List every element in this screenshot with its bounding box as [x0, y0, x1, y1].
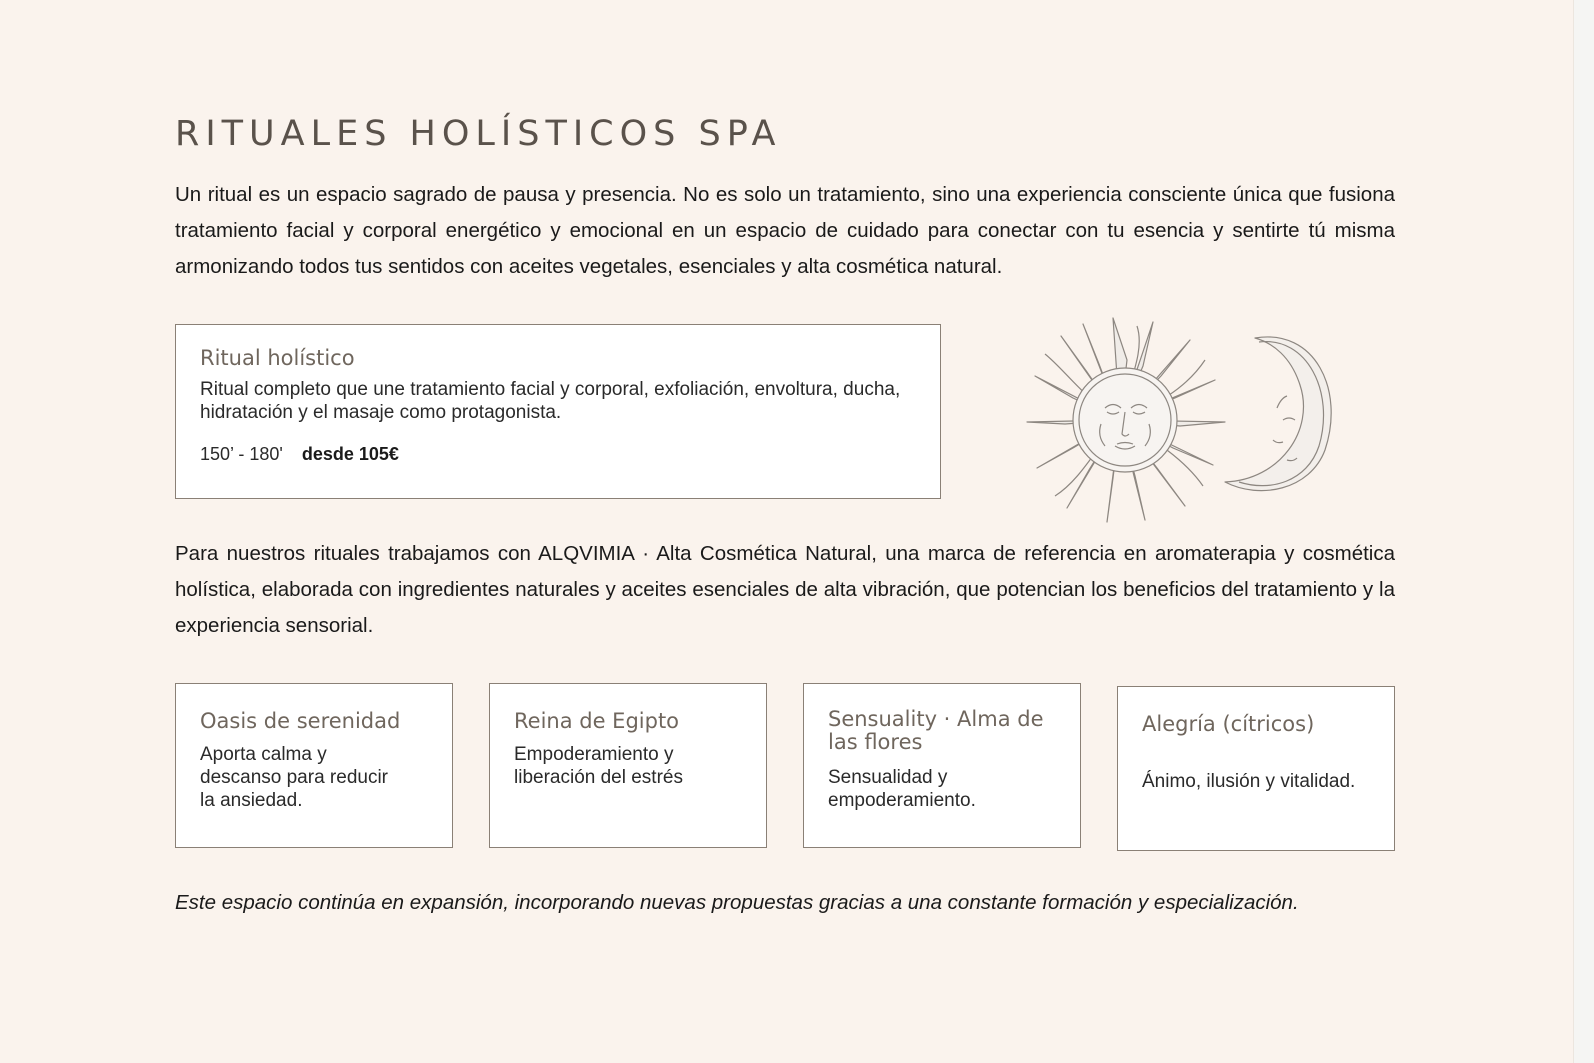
- ritual-card-sensuality: [803, 683, 1081, 848]
- intro-paragraph: Un ritual es un espacio sagrado de pausa y presencia. No es solo un tratamiento, sino una experiencia consciente única que fusiona tratamiento facial y corporal energético y emocional en un espacio de cuidado para conectar con tu esencia y sentirte tú misma armonizando todos tus sentidos con aceites vegetales, esenciales y alta cosmética natural.: [175, 183, 1395, 278]
- main-ritual-card: [175, 324, 941, 499]
- alqvimia-paragraph: Para nuestros rituales trabajamos con ALQVIMIA · Alta Cosmética Natural, una marca de referencia en aromaterapia y cosmética holística, elaborada con ingredientes naturales y aceites esenciales de alta vibración, que potencian los beneficios del tratamiento y la experiencia sensorial.: [175, 542, 1395, 637]
- footer-note: Este espacio continúa en expansión, incorporando nuevas propuestas gracias a una constante formación y especialización.: [175, 891, 1299, 914]
- main-ritual-meta: [200, 444, 916, 465]
- main-ritual-title: Ritual holístico: [200, 346, 355, 370]
- ritual-card-description: Sensualidad y empoderamiento.: [828, 767, 976, 811]
- ritual-card-description: Empoderamiento y liberación del estrés: [514, 744, 683, 788]
- ritual-card-reina-egipto: [489, 683, 767, 848]
- right-edge-strip: [1573, 0, 1594, 1063]
- ritual-card-oasis: [175, 683, 453, 848]
- sun-and-moon-icon: [1025, 310, 1345, 525]
- ritual-card-alegria: [1117, 686, 1395, 851]
- ritual-card-title: Reina de Egipto: [514, 709, 680, 733]
- main-ritual-description: Ritual completo que une tratamiento facial y corporal, exfoliación, envoltura, ducha, hidratación y el masaje como protagonista.: [200, 379, 901, 423]
- ritual-card-title: Sensuality · Alma de las flores: [828, 707, 1044, 754]
- main-ritual-price: desde 105€: [301, 444, 399, 464]
- ritual-card-description: Aporta calma y descanso para reducir la ansiedad.: [200, 744, 388, 811]
- ritual-card-title: Oasis de serenidad: [200, 709, 401, 733]
- page-title: RITUALES HOLÍSTICOS SPA: [175, 114, 782, 154]
- ritual-card-title: Alegría (cítricos): [1142, 712, 1315, 736]
- ritual-card-description: Ánimo, ilusión y vitalidad.: [1142, 771, 1356, 792]
- main-ritual-duration: 150’ - 180': [200, 444, 283, 464]
